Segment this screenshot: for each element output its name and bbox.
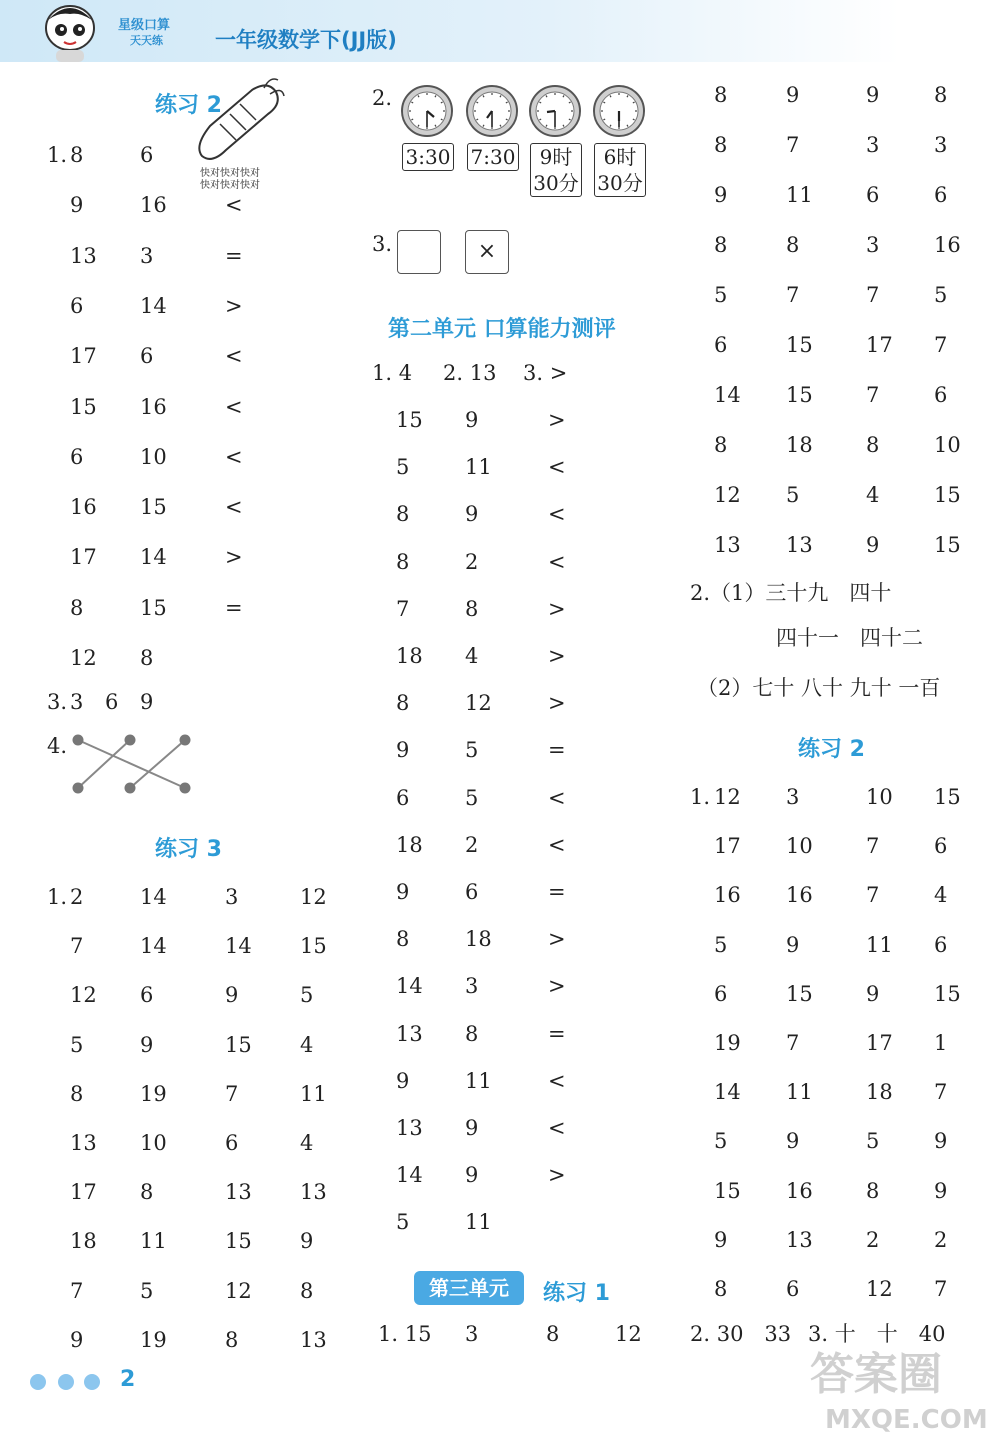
answer-cell: 10 [866,785,893,809]
mid-last-answer: 3 [465,1322,479,1346]
answer-cell: 7 [786,283,800,307]
answer-cell: 6 [866,183,880,207]
answer-cell: 15 [934,533,961,557]
answer-cell: 5 [140,1278,154,1303]
answer-cell: 10 [140,444,167,469]
brand-line1: 星级口算 [118,18,171,33]
answer-cell: 11 [300,1081,327,1106]
answer-cell: 8 [70,1081,84,1106]
answer-cell: 15 [714,1178,741,1203]
unit3-exercise1-title: 练习 1 [543,1281,610,1306]
clock-time-line: 9时 [539,145,573,169]
answer-cell: 12 [300,885,327,909]
answer-cell: 5 [465,785,479,810]
answer-cell: 7 [70,1278,84,1303]
answer-cell: 16 [140,193,167,218]
clock-face-icon [465,84,519,138]
answer-cell: 2 [866,1227,880,1252]
brand-line2: 天天练 [130,34,163,47]
answer-cell: 2 [70,885,84,909]
answer-cell: 9 [866,83,880,107]
answer-cell: 9 [714,1227,728,1252]
carrot-text1: 快对快对快对 [200,168,260,179]
answer-cell: < [548,1068,566,1093]
answer-cell: 13 [70,243,97,268]
answer-cell: < [225,495,243,520]
answer-cell: 13 [714,533,741,557]
clock-time-label [402,143,454,171]
answer-cell: < [548,502,566,527]
answer-cell: 3 [140,243,154,268]
answer-cell: 9 [300,1229,314,1254]
answer-cell: 12 [714,483,741,507]
answer-cell: 14 [396,1163,423,1188]
answer-cell: 9 [866,981,880,1006]
answer-cell: = [548,738,566,763]
answer-cell: 13 [300,1180,327,1205]
answer-cell: 8 [396,691,410,716]
answer-cell: 6 [396,785,410,810]
answer-cell: > [548,644,566,668]
answer-cell: 5 [396,455,410,480]
answer-cell: 6 [140,344,154,369]
q3-label: 3. [47,690,68,714]
answer-cell: 12 [70,646,97,670]
clock-face-icon [400,84,454,138]
mid-last-answer: 12 [615,1322,642,1346]
answer-cell: 8 [225,1327,239,1352]
footer-dot [58,1374,74,1390]
answer-cell: 4 [934,883,948,908]
footer-dot [30,1374,46,1390]
answer-cell: 16 [786,883,813,908]
answer-cell: 9 [465,1163,479,1188]
answer-cell: 11 [465,1068,492,1093]
mascot-icon [40,2,100,64]
check-box-cross: × [465,230,509,274]
answer-cell: 15 [300,934,327,959]
answer-cell: 5 [714,932,728,957]
answer-cell: 8 [465,596,479,621]
right-q2-final: 2. 30 33 [690,1322,792,1346]
answer-cell: 5 [396,1210,410,1235]
answer-cell: 7 [866,883,880,908]
answer-cell: 15 [140,495,167,520]
answer-cell: 10 [934,433,961,457]
answer-cell: 19 [140,1081,167,1106]
answer-cell: 4 [866,483,880,507]
answer-cell: 19 [140,1327,167,1352]
answer-cell: 9 [934,1129,948,1154]
answer-cell: 8 [714,233,728,257]
answer-cell: 2 [934,1227,948,1252]
clock-time-label [467,143,519,171]
answer-cell: 13 [70,1131,97,1155]
answer-cell: 14 [140,293,167,318]
q4-label: 4. [47,734,68,758]
answer-cell: 14 [714,1080,741,1105]
answer-cell: > [225,293,243,318]
answer-cell: 7 [866,283,880,307]
answer-cell: 2 [465,832,479,857]
answer-cell: 8 [396,549,410,574]
answer-cell: = [548,1021,566,1046]
answer-cell: 9 [786,1129,800,1154]
answer-cell: 8 [465,1021,479,1046]
right-title-exercise2: 练习 2 [798,737,865,762]
answer-cell: 13 [786,533,813,557]
answer-cell: 9 [786,932,800,957]
header-title: 一年级数学下(JJ版) [215,28,397,52]
answer-cell: 16 [140,394,167,419]
answer-cell: > [548,927,566,952]
answer-cell: 12 [465,691,492,716]
clock-time-line: 30分 [597,171,643,195]
watermark-url: MXQE.COM [825,1405,988,1435]
answer-cell: 16 [714,883,741,908]
answer-cell: 17 [714,834,741,859]
check-box-empty [397,230,441,274]
answer-cell: 14 [140,934,167,959]
answer-cell: 11 [140,1229,167,1254]
answer-cell: 15 [934,785,961,809]
answer-cell: 13 [786,1227,813,1252]
answer-cell: 8 [70,595,84,620]
answer-cell: 8 [714,433,728,457]
answer-cell: 5 [465,738,479,763]
answer-cell: 18 [786,433,813,457]
carrot-text2: 快对快对快对 [200,180,260,191]
answer-cell: < [225,394,243,419]
answer-cell: 16 [70,495,97,520]
answer-cell: 1 [934,1031,948,1055]
answer-cell: 13 [396,1021,423,1046]
answer-cell: 8 [934,83,948,107]
clock-time-line: 3:30 [405,145,451,169]
right-q2-line2: 四十一 四十二 [776,626,923,650]
clock-time-label [530,143,582,197]
answer-cell: 3 [465,974,479,999]
answer-cell: 4 [300,1131,314,1155]
carrot-icon [190,76,285,166]
answer-cell: 10 [140,1131,167,1155]
answer-cell: 3 [934,133,948,157]
answer-cell: 14 [140,885,167,909]
answer-cell: < [548,549,566,574]
mid-first-answer: 1. 4 [372,361,413,385]
answer-cell: 2 [465,549,479,574]
answer-cell: > [548,408,566,432]
answer-cell: 9 [70,193,84,218]
answer-cell: > [548,1163,566,1188]
answer-cell: 6 [934,383,948,407]
answer-cell: > [548,691,566,716]
answer-cell: 7 [866,383,880,407]
answer-cell: 5 [934,283,948,307]
answer-cell: 6 [714,333,728,357]
answer-cell: 14 [396,974,423,999]
answer-cell: 9 [465,408,479,432]
answer-cell: 3 [866,133,880,157]
answer-cell: 9 [396,880,410,904]
answer-cell: 15 [786,383,813,407]
answer-cell: 14 [140,545,167,570]
clock-time-line: 30分 [533,171,579,195]
answer-cell: < [548,785,566,810]
answer-cell: 8 [786,233,800,257]
answer-cell: < [548,1116,566,1140]
answer-cell: 8 [140,646,154,670]
answer-cell: 11 [786,183,813,207]
answer-cell: 15 [225,1229,252,1254]
answer-cell: 17 [70,344,97,369]
answer-cell: = [548,880,566,904]
answer-cell: 8 [396,502,410,527]
answer-cell: 15 [934,483,961,507]
answer-cell: 9 [934,1178,948,1203]
answer-cell: 9 [70,1327,84,1352]
answer-cell: < [225,193,243,218]
answer-cell: 5 [714,1129,728,1154]
answer-cell: 6 [934,932,948,957]
answer-cell: 9 [465,502,479,527]
answer-cell: 13 [225,1180,252,1205]
answer-cell: 8 [714,1277,728,1301]
answer-cell: 9 [714,183,728,207]
answer-cell: 12 [714,785,741,809]
answer-cell: 4 [300,1032,314,1057]
answer-cell: 3 [866,233,880,257]
mid-q2-label: 2. [372,86,393,110]
answer-cell: 9 [786,83,800,107]
answer-cell: 6 [786,1277,800,1301]
answer-cell: 11 [786,1080,813,1105]
page-number: 2 [120,1367,136,1392]
right-q2-line3: （2）七十 八十 九十 一百 [697,676,941,700]
answer-cell: 8 [396,927,410,952]
answer-cell: 16 [786,1178,813,1203]
answer-cell: 8 [70,143,84,167]
answer-cell: > [225,545,243,570]
answer-cell: 15 [934,981,961,1006]
answer-cell: 8 [140,1180,154,1205]
answer-cell: 7 [786,133,800,157]
answer-cell: 17 [866,1031,893,1055]
q3-value: 9 [140,690,154,714]
answer-cell: < [225,344,243,369]
answer-cell: > [548,974,566,999]
left-title-exercise3: 练习 3 [155,837,222,862]
answer-cell: 8 [866,1178,880,1203]
answer-cell: 7 [786,1031,800,1055]
watermark-logo: 答案圈 [810,1349,942,1400]
answer-cell: 10 [786,834,813,859]
answer-cell: 9 [140,1032,154,1057]
answer-cell: 12 [70,983,97,1008]
answer-cell: 9 [465,1116,479,1140]
right-q2-line1: 2.（1）三十九 四十 [690,581,892,605]
answer-cell: 17 [70,545,97,570]
answer-cell: < [548,455,566,480]
footer-dot [84,1374,100,1390]
answer-cell: 7 [396,596,410,621]
answer-cell: < [548,832,566,857]
answer-cell: 9 [866,533,880,557]
mid-last-answer: 1. 15 [378,1322,432,1346]
mid-first-answer: 2. 13 [443,361,497,385]
answer-cell: 16 [934,233,961,257]
answer-cell: 4 [465,644,479,668]
answer-cell: 7 [934,1080,948,1105]
q1b-label: 1. [47,885,68,909]
answer-cell: 18 [396,644,423,668]
answer-cell: 15 [786,981,813,1006]
answer-cell: 3 [225,885,239,909]
answer-cell: 11 [465,1210,492,1235]
answer-cell: 17 [70,1180,97,1205]
right-q3-final: 3. 十 十 40 [808,1322,946,1346]
answer-cell: 9 [396,1068,410,1093]
answer-cell: 6 [934,183,948,207]
answer-cell: 18 [70,1229,97,1254]
answer-cell: 15 [225,1032,252,1057]
answer-cell: 5 [70,1032,84,1057]
right-q1-label: 1. [690,785,711,809]
unit3-badge: 第三单元 [414,1271,524,1305]
answer-cell: < [225,444,243,469]
answer-cell: = [225,243,243,268]
answer-cell: 6 [140,983,154,1008]
answer-cell: 15 [140,595,167,620]
answer-cell: 14 [225,934,252,959]
answer-cell: 6 [70,293,84,318]
answer-cell: 9 [396,738,410,763]
answer-cell: 13 [396,1116,423,1140]
answer-cell: 7 [866,834,880,859]
answer-cell: 5 [714,283,728,307]
answer-cell: 19 [714,1031,741,1055]
answer-cell: 15 [786,333,813,357]
answer-cell: 6 [714,981,728,1006]
answer-cell: 8 [300,1278,314,1303]
clock-face-icon [528,84,582,138]
answer-cell: 6 [934,834,948,859]
answer-cell: 7 [70,934,84,959]
answer-cell: 6 [70,444,84,469]
matching-lines-diagram [70,733,195,796]
answer-cell: 3 [786,785,800,809]
answer-cell: 5 [786,483,800,507]
mid-q3-label: 3. [372,232,393,256]
answer-cell: 11 [866,932,893,957]
answer-cell: 18 [465,927,492,952]
q1-label: 1. [47,143,68,167]
mid-first-answer: 3. > [523,361,568,385]
unit2-test-title: 第二单元 口算能力测评 [388,317,616,342]
answer-cell: 6 [465,880,479,904]
answer-cell: 18 [396,832,423,857]
clock-face-icon [592,84,646,138]
answer-cell: 7 [934,1277,948,1301]
answer-cell: 7 [225,1081,239,1106]
answer-cell: 17 [866,333,893,357]
left-title-exercise2: 练习 2 [155,93,222,118]
answer-cell: > [548,596,566,621]
answer-cell: 8 [714,133,728,157]
clock-time-label [594,143,646,197]
answer-cell: 12 [225,1278,252,1303]
answer-cell: 5 [300,983,314,1008]
answer-cell: 15 [70,394,97,419]
answer-cell: 7 [934,333,948,357]
answer-cell: 18 [866,1080,893,1105]
answer-cell: 12 [866,1277,893,1301]
q3-value: 3 [70,690,84,714]
answer-cell: 14 [714,383,741,407]
answer-cell: 11 [465,455,492,480]
q3-value: 6 [105,690,119,714]
answer-cell: 6 [140,143,154,167]
answer-cell: 8 [714,83,728,107]
answer-cell: = [225,595,243,620]
answer-cell: 13 [300,1327,327,1352]
clock-time-line: 7:30 [470,145,516,169]
answer-cell: 15 [396,408,423,432]
answer-cell: 9 [225,983,239,1008]
mid-last-answer: 8 [546,1322,560,1346]
answer-cell: 6 [225,1131,239,1155]
clock-time-line: 6时 [603,145,637,169]
answer-cell: 8 [866,433,880,457]
answer-cell: 5 [866,1129,880,1154]
